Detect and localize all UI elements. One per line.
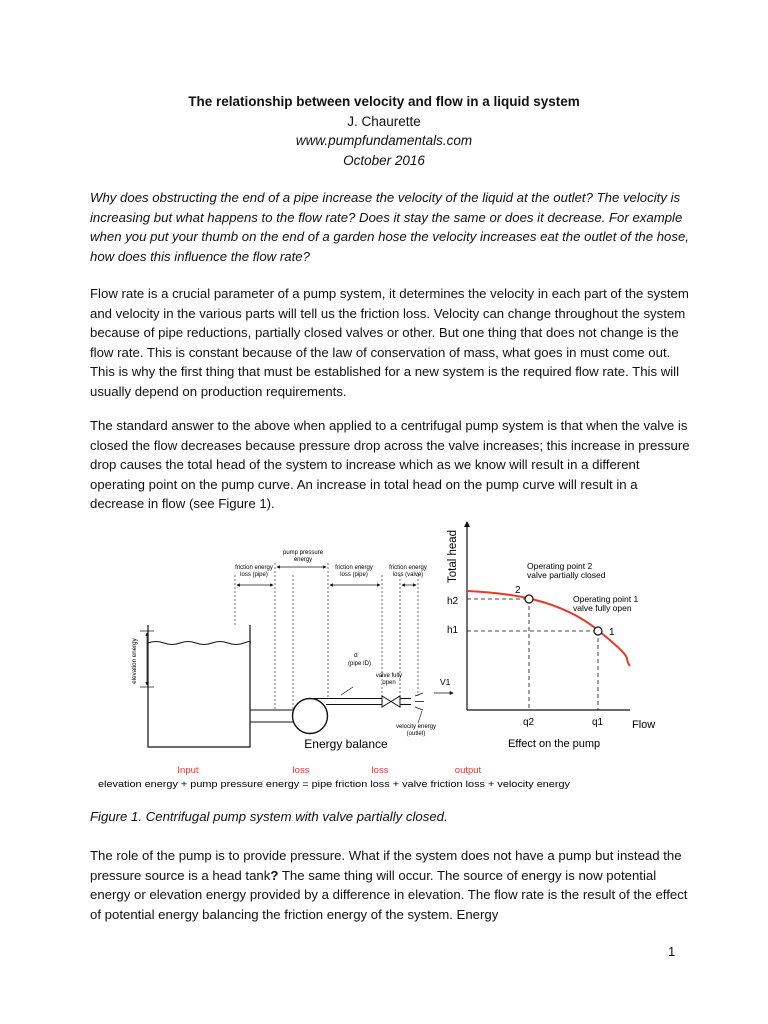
friction-pipe-loss-1: loss (pipe) bbox=[240, 572, 268, 578]
standard-answer-paragraph: The standard answer to the above when applied to a centrifugal pump system is that when the valve is closed the flow decreases because pressure drop across the valve increases; this increase in pressure drop causes the total head of the system to increase which as we know will result in a different operating point on the pump curve. An increase in total head on the pump curve will result in a decrease in flow (see Figure 1). bbox=[90, 418, 690, 511]
op2-title: Operating point 2 bbox=[527, 561, 593, 571]
valve bbox=[382, 696, 400, 707]
figure-1 bbox=[90, 515, 680, 800]
pump bbox=[293, 699, 328, 734]
velocity-energy-label: velocity energy bbox=[395, 724, 437, 730]
website: www.pumpfundamentals.com bbox=[295, 133, 473, 148]
pipe-id-label: (pipe ID) bbox=[348, 661, 372, 667]
valve-open-label: open bbox=[382, 680, 396, 686]
document-title: The relationship between velocity and flow in a liquid system bbox=[188, 94, 580, 109]
h1-label: h1 bbox=[447, 625, 459, 636]
flow-rate-paragraph: Flow rate is a crucial parameter of a pump system, it determines the velocity in each part of the system and velocity in the various parts will tell us the friction loss. Velocity can change throughout the system because of pipe reductions, partially closed valves or other. But one thing that does not change is the flow rate. This is constant because of the law of conservation of mass, what goes in must come out. This is why the first thing that must be established for a new system is the required flow rate. This will usually depend on production requirements. bbox=[90, 286, 689, 399]
document-header bbox=[90, 92, 678, 170]
q2-label: q2 bbox=[523, 717, 535, 728]
eq-input-label: Input bbox=[177, 765, 199, 776]
op2-number: 2 bbox=[515, 585, 521, 596]
op1-number: 1 bbox=[609, 627, 615, 638]
x-axis-label: Flow bbox=[632, 719, 656, 731]
friction-valve-label: friction energy bbox=[389, 565, 427, 571]
h2-label: h2 bbox=[447, 596, 459, 607]
y-axis-title: Total head bbox=[447, 529, 459, 583]
friction-pipe-loss-2: loss (pipe) bbox=[340, 572, 368, 578]
op1-title: Operating point 1 bbox=[573, 594, 639, 604]
eq-output-label: output bbox=[454, 765, 482, 776]
pump-curve-chart bbox=[447, 522, 655, 750]
intro-question-paragraph: Why does obstructing the end of a pipe increase the velocity of the liquid at the outlet? The velocity is increasing but what happens to the flow rate? Does it stay the same or does it decrease. For example when you put your thumb on the end of a garden hose the velocity increases eat the outlet of the hose, how does this influence the flow rate? bbox=[90, 190, 689, 264]
outlet-label: (outlet) bbox=[406, 731, 426, 737]
valve-fully-label: valve fully bbox=[375, 673, 403, 679]
role-question-mark: ? bbox=[270, 867, 279, 883]
friction-pipe-label-1: friction energy bbox=[235, 565, 273, 571]
v1-label: V1 bbox=[440, 677, 451, 687]
x-axis-title: Effect on the pump bbox=[508, 738, 601, 750]
role-text-2: The same thing will occur. The source of energy is now potential energy or elevation energy provided by a difference in elevation. The flow rate is the result of the effect of potential energy balancing the friction energy of the system. Energy bbox=[90, 867, 688, 922]
author: J. Chaurette bbox=[347, 113, 421, 129]
water-level bbox=[148, 642, 250, 645]
equation-text: elevation energy + pump pressure energy = pipe friction loss + valve friction loss + velocity energy bbox=[98, 779, 571, 790]
role-of-pump-paragraph bbox=[90, 846, 690, 924]
energy-balance-label: Energy balance bbox=[304, 737, 388, 751]
operating-point-1 bbox=[594, 627, 602, 635]
eq-loss-label-1: loss bbox=[292, 765, 310, 776]
figure-caption: Figure 1. Centrifugal pump system with valve partially closed. bbox=[90, 809, 448, 824]
op2-subtitle: valve partially closed bbox=[527, 570, 606, 580]
pump-pressure-label: pump pressure bbox=[282, 550, 324, 556]
friction-valve-loss: loss (valve) bbox=[392, 572, 424, 578]
operating-point-2 bbox=[525, 595, 533, 603]
eq-loss-label-2: loss bbox=[371, 765, 389, 776]
friction-pipe-label-2: friction energy bbox=[335, 565, 373, 571]
date: October 2016 bbox=[343, 152, 425, 168]
tank bbox=[148, 625, 250, 747]
op1-subtitle: valve fully open bbox=[573, 603, 632, 613]
elevation-energy-label: elevation energy bbox=[131, 638, 138, 684]
pump-pressure-energy-label: energy bbox=[293, 557, 313, 563]
role-text-1: The role of the pump is to provide pressure. What if the system does not have a pump but instead the pressure source is a head tank bbox=[90, 848, 682, 883]
pump-system-diagram bbox=[131, 550, 453, 751]
pipe-d-label: d bbox=[354, 652, 358, 659]
page-number: 1 bbox=[668, 944, 676, 959]
energy-equation bbox=[98, 765, 570, 790]
q1-label: q1 bbox=[592, 717, 604, 728]
